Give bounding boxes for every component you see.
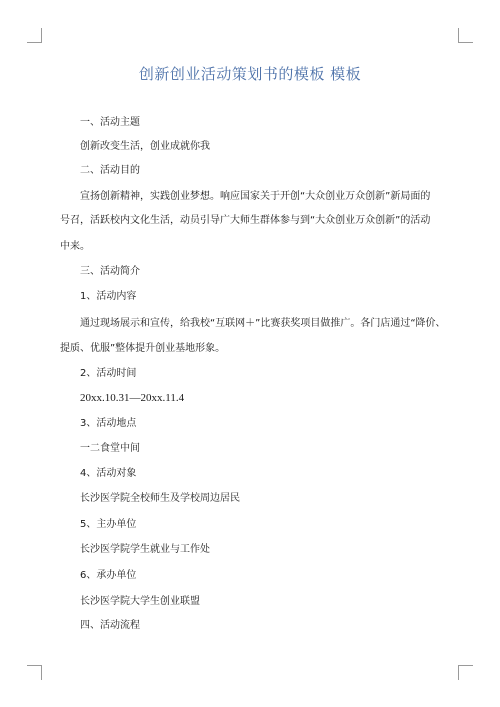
paragraph-activity-time: 20xx.10.31—20xx.11.4: [80, 392, 185, 404]
crop-mark-bottom-left: [27, 665, 42, 680]
heading-activity-purpose: 二、活动目的: [80, 165, 140, 176]
crop-mark-top-right: [458, 28, 473, 43]
paragraph-organizer: 长沙医学院学生就业与工作处: [80, 544, 210, 555]
paragraph-theme: 创新改变生活，创业成就你我: [80, 141, 210, 152]
subheading-activity-content: 1、活动内容: [80, 291, 137, 302]
paragraph-co-organizer: 长沙医学院大学生创业联盟: [80, 596, 200, 607]
crop-mark-top-left: [27, 28, 42, 43]
paragraph-purpose-line-3: 中来。: [60, 241, 90, 252]
heading-activity-intro: 三、活动简介: [80, 266, 140, 277]
subheading-co-organizer: 6、承办单位: [80, 570, 137, 581]
paragraph-content-line-2: 提质、优服”整体提升创业基地形象。: [60, 343, 226, 354]
heading-activity-process: 四、活动流程: [80, 620, 140, 631]
paragraph-activity-audience: 长沙医学院全校师生及学校周边居民: [80, 493, 240, 504]
paragraph-activity-location: 一二食堂中间: [80, 443, 140, 454]
subheading-organizer: 5、主办单位: [80, 519, 137, 530]
subheading-activity-audience: 4、活动对象: [80, 468, 137, 479]
heading-activity-theme: 一、活动主题: [80, 117, 140, 128]
document-title: 创新创业活动策划书的模板 模板: [138, 65, 362, 83]
subheading-activity-location: 3、活动地点: [80, 418, 137, 429]
paragraph-content-line-1: 通过现场展示和宣传，给我校“互联网＋”比赛获奖项目做推广。各门店通过“降价、: [80, 318, 446, 329]
paragraph-purpose-line-2: 号召，活跃校内文化生活，动员引导广大师生群体参与到“大众创业万众创新”的活动: [60, 215, 431, 226]
paragraph-purpose-line-1: 宣扬创新精神，实践创业梦想。响应国家关于开创“大众创业万众创新”新局面的: [80, 191, 431, 202]
subheading-activity-time: 2、活动时间: [80, 368, 137, 379]
crop-mark-bottom-right: [458, 665, 473, 680]
